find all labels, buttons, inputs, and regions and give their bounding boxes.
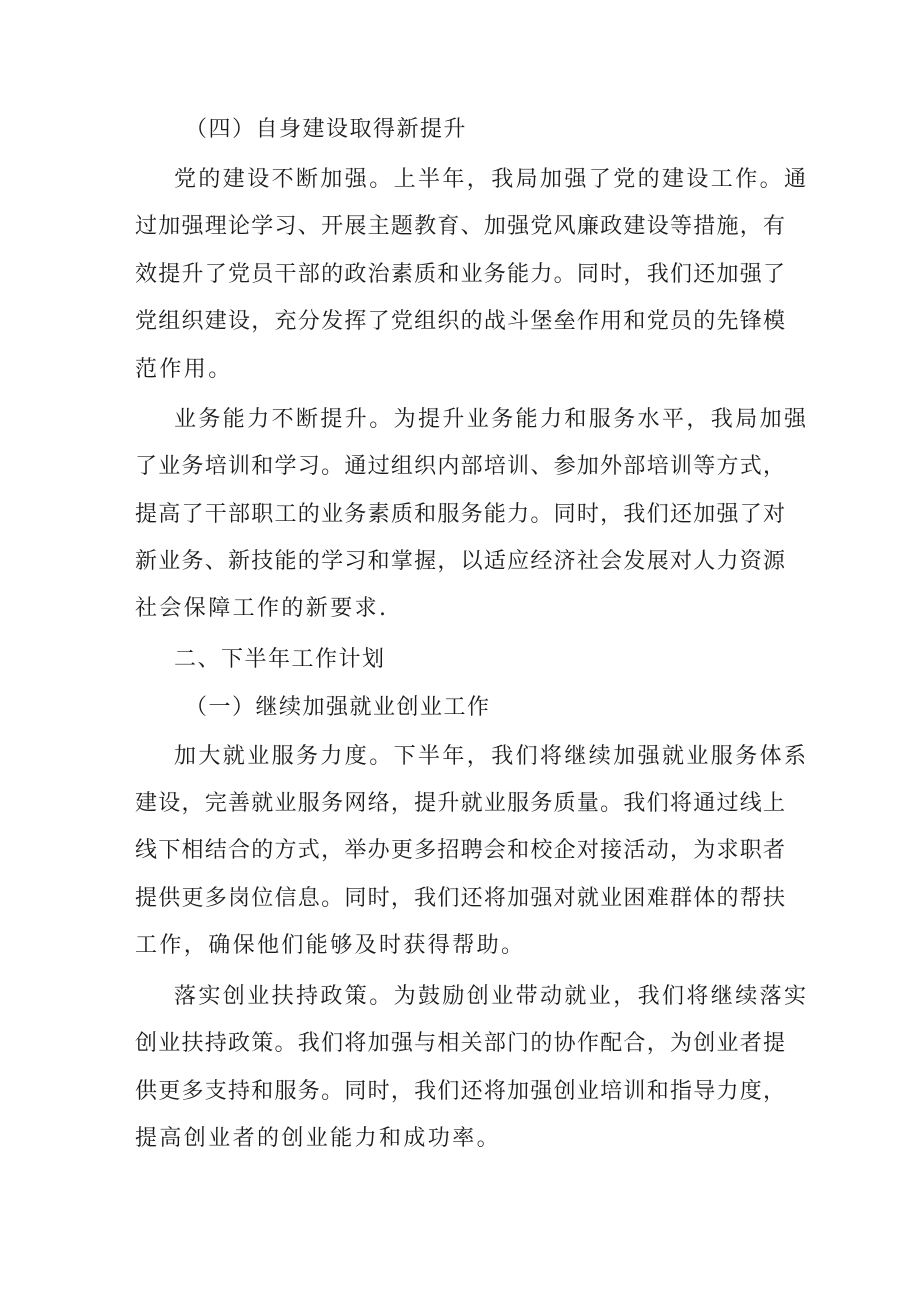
section-heading-employment: （一）继续加强就业创业工作 [185,695,491,720]
paragraph-line: 业务能力不断提升。为提升业务能力和服务水平，我局加强 [174,407,809,432]
paragraph-line: 过加强理论学习、开展主题教育、加强党风廉政建设等措施，有 [135,214,785,239]
paragraph-line: 加大就业服务力度。下半年，我们将继续加强就业服务体系 [174,744,809,769]
paragraph-line: 社会保障工作的新要求. [135,596,389,621]
paragraph-line: 线下相结合的方式，举办更多招聘会和校企对接活动，为求职者 [135,838,785,863]
paragraph-line: 提供更多岗位信息。同时，我们还将加强对就业困难群体的帮扶 [135,886,785,911]
paragraph-line: 建设，完善就业服务网络，提升就业服务质量。我们将通过线上 [135,791,785,816]
part-heading-second-half-plan: 二、下半年工作计划 [174,647,386,672]
paragraph-line: 了业务培训和学习。通过组织内部培训、参加外部培训等方式， [135,454,785,479]
paragraph-line: 提高了干部职工的业务素质和服务能力。同时，我们还加强了对 [135,502,785,527]
paragraph-line: 工作，确保他们能够及时获得帮助。 [135,933,526,958]
paragraph-line: 新业务、新技能的学习和掌握，以适应经济社会发展对人力资源 [135,549,785,574]
paragraph-line: 提高创业者的创业能力和成功率。 [135,1126,502,1151]
paragraph-line: 党的建设不断加强。上半年，我局加强了党的建设工作。通 [174,167,809,192]
paragraph-line: 落实创业扶持政策。为鼓励创业带动就业，我们将继续落实 [174,984,809,1009]
paragraph-line: 党组织建设，充分发挥了党组织的战斗堡垒作用和党员的先锋模 [135,309,785,334]
paragraph-line: 创业扶持政策。我们将加强与相关部门的协作配合，为创业者提 [135,1031,785,1056]
section-heading-self-building: （四）自身建设取得新提升 [185,117,468,142]
paragraph-line: 范作用。 [135,357,233,382]
paragraph-line: 供更多支持和服务。同时，我们还将加强创业培训和指导力度， [135,1079,785,1104]
paragraph-line: 效提升了党员干部的政治素质和业务能力。同时，我们还加强了 [135,262,785,287]
